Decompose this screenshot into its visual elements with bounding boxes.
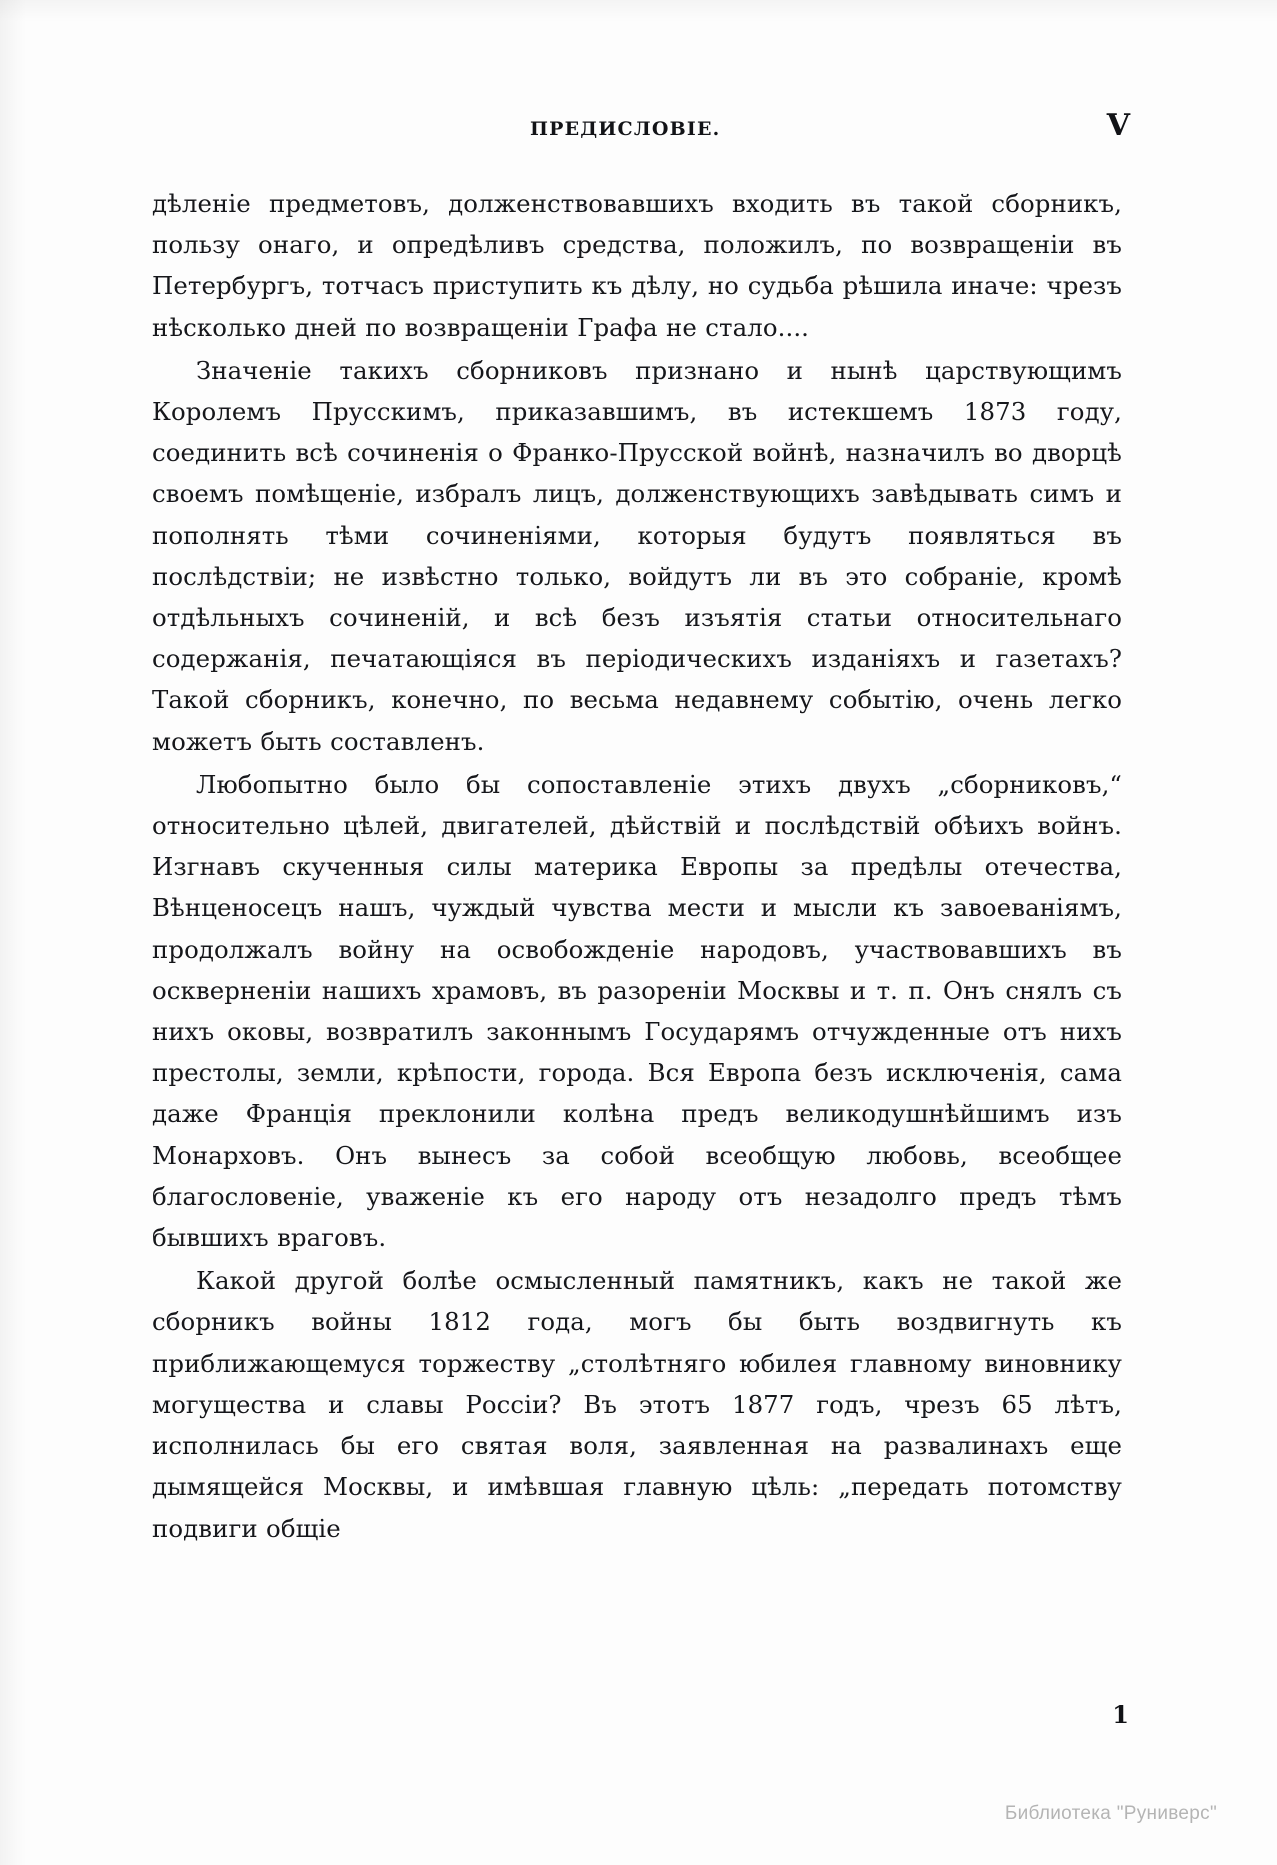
body-text <box>152 183 1122 1549</box>
paragraph: Значеніе такихъ сборниковъ признано и нынѣ царствующимъ Королемъ Прусскимъ, приказавшимъ, въ истекшемъ 1873 году, соединить всѣ сочиненія о Франко-Прусской войнѣ, назначилъ во дворцѣ своемъ помѣщеніе, избралъ лицъ, долженствующихъ завѣдывать симъ и пополнять тѣми сочиненіями, которыя будутъ появляться въ послѣдствіи; не извѣстно только, войдутъ ли въ это собраніе, кромѣ отдѣльныхъ сочиненій, и всѣ безъ изъятія статьи относительнаго содержанія, печатающіяся въ періодическихъ изданіяхъ и газетахъ? Такой сборникъ, конечно, по весьма недавнему событію, очень легко можетъ быть составленъ. <box>152 355 1122 756</box>
page-edge-shading-top <box>0 0 1277 22</box>
paragraph: Любопытно было бы сопоставленіе этихъ двухъ „сборниковъ,“ относительно цѣлей, двигателей, дѣйствій и послѣдствій обѣихъ войнъ. Изгнавъ скученныя силы материка Европы за предѣлы отечества, Вѣнценосецъ нашъ, чуждый чувства мести и мысли къ завоеваніямъ, продолжалъ войну на освобожденіе народовъ, участвовавшихъ въ оскверненіи нашихъ храмовъ, въ разореніи Москвы и т. п. Онъ снялъ съ нихъ оковы, возвратилъ законнымъ Государямъ отчужденные отъ нихъ престолы, земли, крѣпости, города. Вся Европа безъ исключенія, сама даже Францiя преклонили колѣна предъ великодушнѣйшимъ изъ Монарховъ. Онъ вынесъ за собой всеобщую любовь, всеобщее благословеніе, уваженіе къ его народу отъ незадолго предъ тѣмъ бывшихъ враговъ. <box>152 769 1122 1253</box>
paragraph: дѣленіе предметовъ, долженствовавшихъ входить въ такой сборникъ, пользу онаго, и опредѣливъ средства, положилъ, по возвращеніи въ Петербургъ, тотчасъ приступить къ дѣлу, но судьба рѣшила иначе: чрезъ нѣсколько дней по возвращеніи Графа не стало.... <box>152 189 1122 342</box>
page-number: V <box>1106 108 1130 143</box>
page-header <box>150 108 1130 148</box>
paragraph: Какой другой болѣе осмысленный памятникъ, какъ не такой же сборникъ войны 1812 года, могъ бы быть воздвигнуть къ приближающемуся торжеству „столѣтняго юбилея главному виновнику могущества и славы Россіи? Въ этотъ 1877 годъ, чрезъ 65 лѣтъ, исполнилась бы его святая воля, заявленная на развалинахъ еще дымящейся Москвы, и имѣвшая главную цѣль: „передать потомству подвиги общіе <box>152 1266 1122 1543</box>
page-edge-shading-left <box>0 0 26 1865</box>
signature-mark: 1 <box>1112 1700 1129 1729</box>
library-watermark: Библиотека "Руниверс" <box>1004 1803 1217 1824</box>
running-head: ПРЕДИСЛОВІЕ. <box>530 118 721 140</box>
